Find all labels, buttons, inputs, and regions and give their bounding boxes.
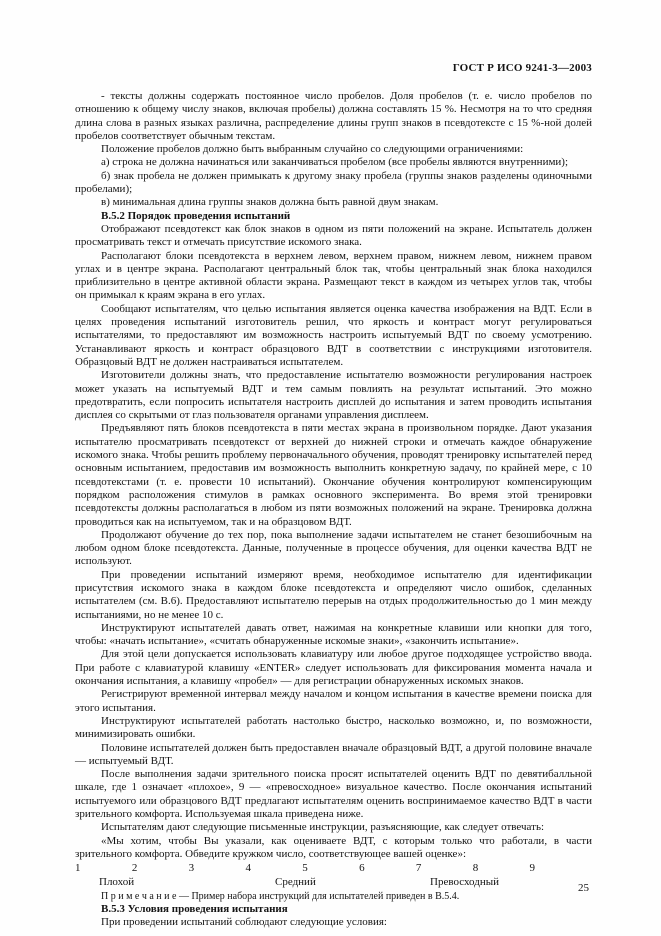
text-paragraph: Инструктируют испытателей давать ответ, нажимая на конкретные клавиши или кнопки для того, чтобы: «начать испытание», «считать обнаруженные искомые знаки», «закончить испытание». bbox=[75, 621, 592, 648]
quote-paragraph: «Мы хотим, чтобы Вы указали, как оцениваете ВДТ, с которым только что работали, в части зрительного комфорта. Обведите кружком число, соответствующее вашей оценке»: bbox=[75, 834, 592, 860]
scale-label-bad: Плохой bbox=[99, 875, 135, 888]
text-paragraph: Положение пробелов должно быть выбранным случайно со следующими ограничениями: bbox=[101, 143, 524, 156]
list-item: б) знак пробела не должен примыкать к другому знаку пробела (группы знаков разделены одиночными пробелами); bbox=[75, 169, 592, 196]
page-footer bbox=[578, 882, 589, 894]
scale-number: 1 bbox=[75, 862, 81, 875]
scale-number: 2 bbox=[131, 862, 138, 875]
text-paragraph: При проведении испытаний соблюдают следующие условия: bbox=[101, 916, 387, 929]
scale-number: 3 bbox=[188, 862, 195, 875]
text-paragraph: При проведении испытаний измеряют время, необходимое испытателю для идентификации присутствия искомого знака в каждом блоке псевдотекста и определяют число ошибок, сделанных испытателем (см. В.6). Предоставляют испытателю перерыв на отдых продолжительностью до 1 мин между испытаниями, но не менее 10 с. bbox=[75, 568, 592, 621]
rating-scale-numbers bbox=[75, 862, 535, 875]
text-paragraph: Располагают блоки псевдотекста в верхнем левом, верхнем правом, нижнем левом, нижнем правом углах и в центре экрана. Располагают центральный блок так, чтобы центральный знак блока находился приблизительно в центре активной области экрана. Размещают текст в каждом из четырех углов так, чтобы он примыкал к краям экрана в его углах. bbox=[75, 249, 592, 302]
scale-number: 4 bbox=[245, 862, 251, 875]
section-heading: В.5.3 Условия проведения испытания bbox=[101, 903, 288, 916]
text-paragraph: Предъявляют пять блоков псевдотекста в пяти местах экрана в произвольном порядке. Дают указания испытателю просматривать псевдотекст от верхней до нижней строки и отмечать каждое обнаружение искомого знака. Чтобы решить проблему первоначального обучения, проводят тренировку испытателей перед основным испытанием, предоставив им возможность выполнить конкретную задачу, по крайней мере, с 10 псевдотекстами (т. е. провести 10 испытаний). Окончание обучения контролируют компенсирующим порядком расположения стимулов в рамках основного эксперимента. Во время этой тренировки псевдотексты должны располагаться в любом из пяти возможных положений на экране. Тренировка должна проводиться как на испытуемом, так и на образцовом ВДТ. bbox=[75, 422, 592, 528]
text-paragraph: Для этой цели допускается использовать клавиатуру или любое другое подходящее устройство ввода. При работе с клавиатурой клавишу «ENTER» следует использовать для фиксирования момента начала и окончания испытания, а клавишу «пробел» — для регистрации обнаруженных искомых знаков. bbox=[75, 648, 592, 688]
rating-scale bbox=[75, 862, 535, 889]
section-heading: В.5.2 Порядок проведения испытаний bbox=[101, 209, 291, 222]
text-paragraph: Регистрируют временной интервал между началом и концом испытания в качестве времени поиска для этого испытания. bbox=[75, 688, 592, 714]
scale-label-average: Средний bbox=[275, 875, 316, 888]
scale-number: 9 bbox=[529, 862, 535, 875]
scale-label-excellent: Превосходный bbox=[430, 875, 499, 888]
scale-number: 5 bbox=[302, 862, 308, 875]
list-item: а) строка не должна начинаться или заканчиваться пробелом (все пробелы являются внутренними); bbox=[101, 156, 569, 169]
text-paragraph: Продолжают обучение до тех пор, пока выполнение задачи испытателем не станет безошибочным на любом одном блоке псевдотекста. Данные, полученные в процессе обучения, для оценки качества ВДТ не используют. bbox=[75, 528, 592, 568]
text-paragraph: Отображают псевдотекст как блок знаков в одном из пяти положений на экране. Испытатель должен просматривать текст и отмечать присутствие искомого знака. bbox=[75, 222, 592, 249]
scale-number: 7 bbox=[415, 862, 422, 875]
text-paragraph: После выполнения задачи зрительного поиска просят испытателей оценить ВДТ по девятибалльной шкале, где 1 означает «плохое», 9 — «превосходное» визуальное качество. После окончания испытаний испытуемого или образцового ВДТ предлагают испытателям оценить воспринимаемое качество ВДТ в части зрительного комфорта. Используемая шкала приведена ниже. bbox=[75, 768, 592, 821]
text-paragraph: Половине испытателей должен быть предоставлен вначале образцовый ВДТ, а другой половине вначале — испытуемый ВДТ. bbox=[75, 741, 592, 767]
document-body bbox=[75, 90, 592, 930]
page-number: 25 bbox=[578, 882, 589, 894]
note-paragraph: П р и м е ч а н и е — Пример набора инструкций для испытателей приведен в В.5.4. bbox=[101, 890, 460, 902]
page-header bbox=[453, 62, 592, 74]
list-item: в) минимальная длина группы знаков должна быть равной двум знакам. bbox=[101, 196, 439, 209]
text-paragraph: Испытателям дают следующие письменные инструкции, разъясняющие, как следует отвечать: bbox=[101, 821, 545, 834]
rating-scale-labels bbox=[75, 876, 535, 889]
scale-number: 8 bbox=[472, 862, 479, 875]
standard-designation: ГОСТ Р ИСО 9241-3—2003 bbox=[452, 62, 592, 74]
text-paragraph: Сообщают испытателям, что целью испытания является оценка качества изображения на ВДТ. Если в целях проведения испытаний изготовитель решил, что яркость и контраст могут регулироваться испытателями, то предоставляют им возможность настроить испытуемый ВДТ по своему усмотрению. Устанавливают яркость и контраст образцового ВДТ в соответствии с инструкциями изготовителя. Образцовый ВДТ не должен настраиваться испытателем. bbox=[75, 302, 592, 368]
scale-number: 6 bbox=[359, 862, 365, 875]
text-paragraph: Инструктируют испытателей работать настолько быстро, насколько возможно, и, по возможности, минимизировать ошибки. bbox=[75, 714, 592, 741]
text-paragraph: Изготовители должны знать, что предоставление испытателю возможности регулирования настроек может указать на испытуемый ВДТ и тем самым повлиять на результат испытаний. Это можно предотвратить, если попросить испытателя настроить дисплей до испытания и затем проводить испытания дисплея со скрытыми от глаз пользователя органами управления дисплеем. bbox=[75, 369, 592, 422]
text-paragraph: - тексты должны содержать постоянное число пробелов. Доля пробелов (т. е. число пробелов по отношению к общему числу знаков, включая пробелы) должна составлять 15 %. Несмотря на то что средняя длина слова в разных языках различна, распределение длины групп знаков в псевдотексте с 15 %-ной долей пробелов соответствует обычным текстам. bbox=[75, 90, 592, 142]
